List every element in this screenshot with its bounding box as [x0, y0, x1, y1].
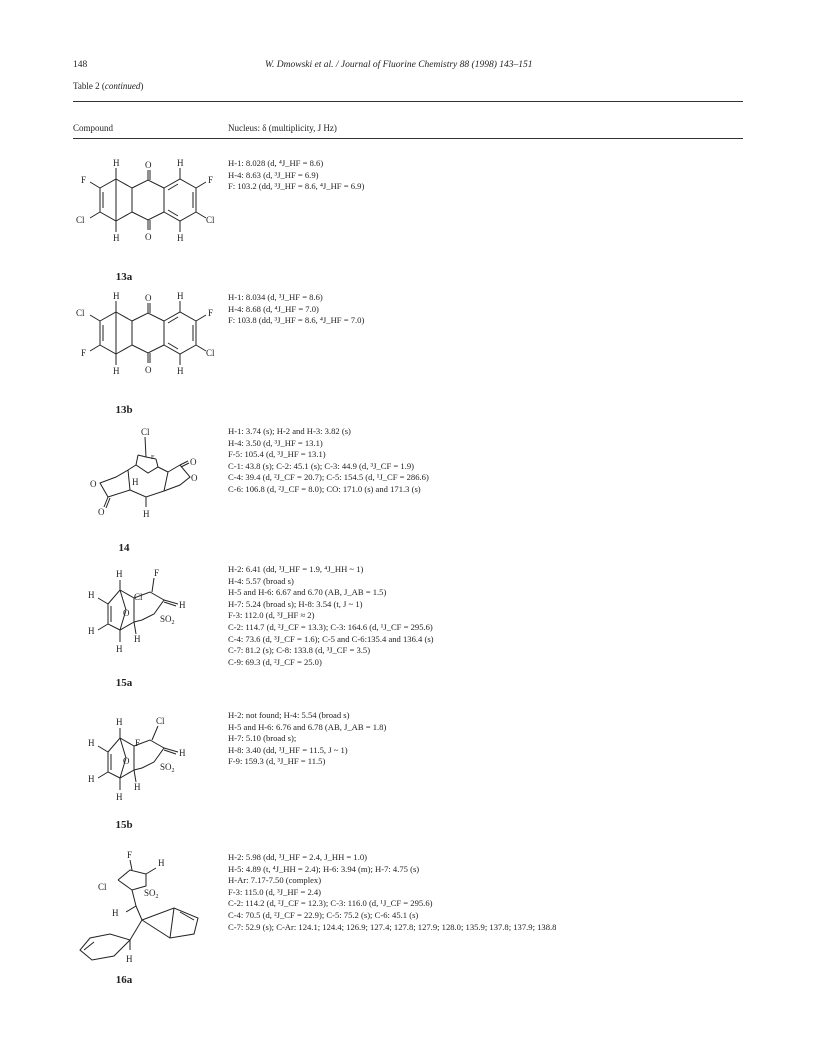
nmr-entry-14 — [228, 426, 429, 496]
svg-text:O: O — [145, 293, 152, 303]
svg-text:H: H — [177, 366, 184, 376]
svg-text:H: H — [113, 158, 120, 168]
svg-text:H: H — [88, 590, 95, 600]
structure-13a — [78, 160, 218, 260]
nmr-line: H-2: not found; H-4: 5.54 (broad s) — [228, 710, 350, 720]
svg-text:H: H — [116, 644, 123, 654]
svg-text:Cl: Cl — [206, 348, 215, 358]
structure-13b — [78, 293, 218, 393]
svg-text:H: H — [179, 748, 186, 758]
table-header-rule — [73, 138, 743, 139]
nmr-line: C-9: 69.3 (d, ²J_CF = 25.0) — [228, 656, 322, 667]
svg-text:Cl: Cl — [206, 215, 215, 225]
svg-text:O: O — [145, 365, 152, 375]
svg-text:H: H — [88, 774, 95, 784]
svg-text:F: F — [81, 175, 87, 185]
nmr-line: C-4: 39.4 (d, ²J_CF = 20.7); C-5: 154.5 (d, ¹J_CF = 286.6) — [228, 472, 429, 483]
nmr-line: H-4: 3.50 (d, ³J_HF = 13.1) — [228, 437, 323, 448]
compound-label-15b: 15b — [115, 819, 133, 831]
nmr-line: F: 103.8 (dd, ³J_HF = 8.6, ⁴J_HF = 7.0) — [228, 315, 365, 326]
nmr-line: C-1: 43.8 (s); C-2: 45.1 (s); C-3: 44.9 (d, ³J_CF = 1.9) — [228, 460, 414, 471]
svg-text:H: H — [88, 626, 95, 636]
nmr-entry-15a — [228, 564, 434, 668]
nmr-line: C-4: 73.6 (d, ³J_CF = 1.6); C-5 and C-6:135.4 and 136.4 (s) — [228, 633, 434, 644]
svg-text:O: O — [191, 473, 198, 483]
svg-text:Cl: Cl — [76, 215, 85, 225]
nmr-line: C-7: 81.2 (s); C-8: 133.8 (d, ³J_CF = 3.5) — [228, 645, 371, 656]
nmr-line: C-2: 114.7 (d, ²J_CF = 13.3); C-3: 164.6 (d, ¹J_CF = 295.6) — [228, 621, 433, 632]
nmr-line: H-4: 8.68 (d, ⁴J_HF = 7.0) — [228, 303, 319, 314]
running-title: W. Dmowski et al. / Journal of Fluorine Chemistry 88 (1998) 143–151 — [265, 60, 533, 70]
structure-14 — [78, 425, 218, 530]
nmr-line: F-5: 105.4 (d, ³J_HF = 13.1) — [228, 449, 326, 460]
nmr-line: C-2: 114.2 (d, ²J_CF = 12.3); C-3: 116.0 (d, ¹J_CF = 295.6) — [228, 898, 433, 909]
nmr-line: C-7: 52.9 (s); C-Ar: 124.1; 124.4; 126.9; 127.4; 127.8; 127.9; 128.0; 135.9; 137.8; 137.9; 138.8 — [228, 921, 557, 932]
svg-text:F: F — [208, 308, 214, 318]
svg-text:Cl: Cl — [76, 308, 85, 318]
svg-text:H: H — [134, 782, 141, 792]
nmr-line: H-1: 3.74 (s); H-2 and H-3: 3.82 (s) — [228, 426, 351, 436]
svg-text:Cl: Cl — [156, 716, 165, 726]
svg-text:Cl: Cl — [134, 592, 143, 602]
svg-text:O: O — [98, 507, 105, 517]
structure-16a — [70, 850, 225, 970]
nmr-line: H-2: 5.98 (dd, ³J_HF = 2.4, J_HH = 1.0) — [228, 852, 368, 862]
nmr-line: H-4: 8.63 (d, ³J_HF = 6.9) — [228, 169, 319, 180]
nmr-line: H-7: 5.24 (broad s); H-8: 3.54 (t, J ~ 1) — [228, 598, 363, 609]
nmr-line: C-6: 106.8 (d, ²J_CF = 8.0); CO: 171.0 (s) and 171.3 (s) — [228, 483, 421, 494]
nmr-line: F: 103.2 (dd, ³J_HF = 8.6, ⁴J_HF = 6.9) — [228, 181, 365, 192]
nmr-line: H-1: 8.034 (d, ³J_HF = 8.6) — [228, 292, 323, 302]
structure-15b — [78, 712, 218, 817]
svg-text:F: F — [135, 738, 141, 748]
svg-text:H: H — [143, 509, 150, 519]
svg-text:SO2: $SO_2$ — [160, 762, 175, 774]
nmr-line: H-2: 6.41 (dd, ³J_HF = 1.9, ⁴J_HH ~ 1) — [228, 564, 364, 574]
svg-text:H: H — [113, 291, 120, 301]
compound-label-16a: 16a — [115, 974, 133, 986]
nmr-line: H-Ar: 7.17-7.50 (complex) — [228, 875, 322, 886]
compound-label-13b: 13b — [115, 404, 133, 416]
svg-text:SO2: $SO_2$ — [160, 614, 175, 626]
nmr-line: H-5 and H-6: 6.67 and 6.70 (AB, J_AB = 1.5) — [228, 587, 387, 598]
svg-text:F: F — [127, 850, 133, 860]
svg-text:H: H — [112, 908, 119, 918]
svg-text:H: H — [179, 600, 186, 610]
svg-text:H: H — [177, 158, 184, 168]
svg-text:H: H — [113, 366, 120, 376]
svg-text:F: F — [208, 175, 214, 185]
compound-label-13a: 13a — [115, 271, 133, 283]
nmr-entry-16a — [228, 852, 556, 933]
compound-label-15a: 15a — [115, 677, 133, 689]
svg-text:H: H — [113, 233, 120, 243]
svg-text:F: F — [81, 348, 87, 358]
nmr-line: H-5: 4.89 (t, ⁴J_HH = 2.4); H-6: 3.94 (m); H-7: 4.75 (s) — [228, 863, 420, 874]
svg-text:H: H — [126, 954, 133, 964]
svg-text:H: H — [116, 569, 123, 579]
svg-text:H: H — [132, 477, 139, 487]
svg-text:O: O — [123, 608, 130, 618]
svg-text:O: O — [123, 756, 130, 766]
structure-15a — [78, 564, 218, 674]
nmr-line: H-7: 5.10 (broad s); — [228, 733, 297, 744]
column-header-compound: Compound — [73, 123, 114, 133]
svg-text:H: H — [158, 858, 165, 868]
svg-text:F: F — [151, 455, 155, 461]
nmr-line: F-9: 159.3 (d, ³J_HF = 11.5) — [228, 756, 326, 767]
nmr-entry-15b — [228, 710, 386, 768]
svg-text:F: F — [154, 568, 160, 578]
nmr-entry-13b — [228, 292, 364, 327]
svg-text:H: H — [177, 291, 184, 301]
svg-text:SO2: $SO_2$ — [144, 888, 159, 900]
nmr-line: F-3: 112.0 (d, ³J_HF ≈ 2) — [228, 610, 315, 621]
svg-text:H: H — [116, 717, 123, 727]
svg-text:O: O — [145, 160, 152, 170]
page-number: 148 — [73, 60, 88, 70]
svg-text:H: H — [177, 233, 184, 243]
column-header-nucleus: Nucleus: δ (multiplicity, J Hz) — [228, 123, 337, 133]
nmr-line: H-8: 3.40 (dd, ³J_HF = 11.5, J ~ 1) — [228, 744, 348, 755]
nmr-entry-13a — [228, 158, 364, 193]
svg-text:H: H — [134, 634, 141, 644]
svg-text:Cl: Cl — [98, 882, 107, 892]
svg-text:O: O — [145, 232, 152, 242]
svg-text:H: H — [116, 792, 123, 802]
svg-text:O: O — [190, 457, 197, 467]
compound-label-14: 14 — [118, 542, 130, 554]
table-top-rule — [73, 101, 743, 102]
nmr-line: H-1: 8.028 (d, ⁴J_HF = 8.6) — [228, 158, 324, 168]
svg-text:O: O — [90, 479, 97, 489]
table-caption: Table 2 (continued) — [73, 81, 144, 91]
nmr-line: C-4: 70.5 (d, ²J_CF = 22.9); C-5: 75.2 (s); C-6: 45.1 (s) — [228, 909, 419, 920]
nmr-line: H-5 and H-6: 6.76 and 6.78 (AB, J_AB = 1.8) — [228, 721, 387, 732]
svg-text:Cl: Cl — [141, 427, 150, 437]
svg-text:H: H — [88, 738, 95, 748]
nmr-line: F-3: 115.0 (d, ³J_HF = 2.4) — [228, 886, 322, 897]
nmr-line: H-4: 5.57 (broad s) — [228, 575, 294, 586]
